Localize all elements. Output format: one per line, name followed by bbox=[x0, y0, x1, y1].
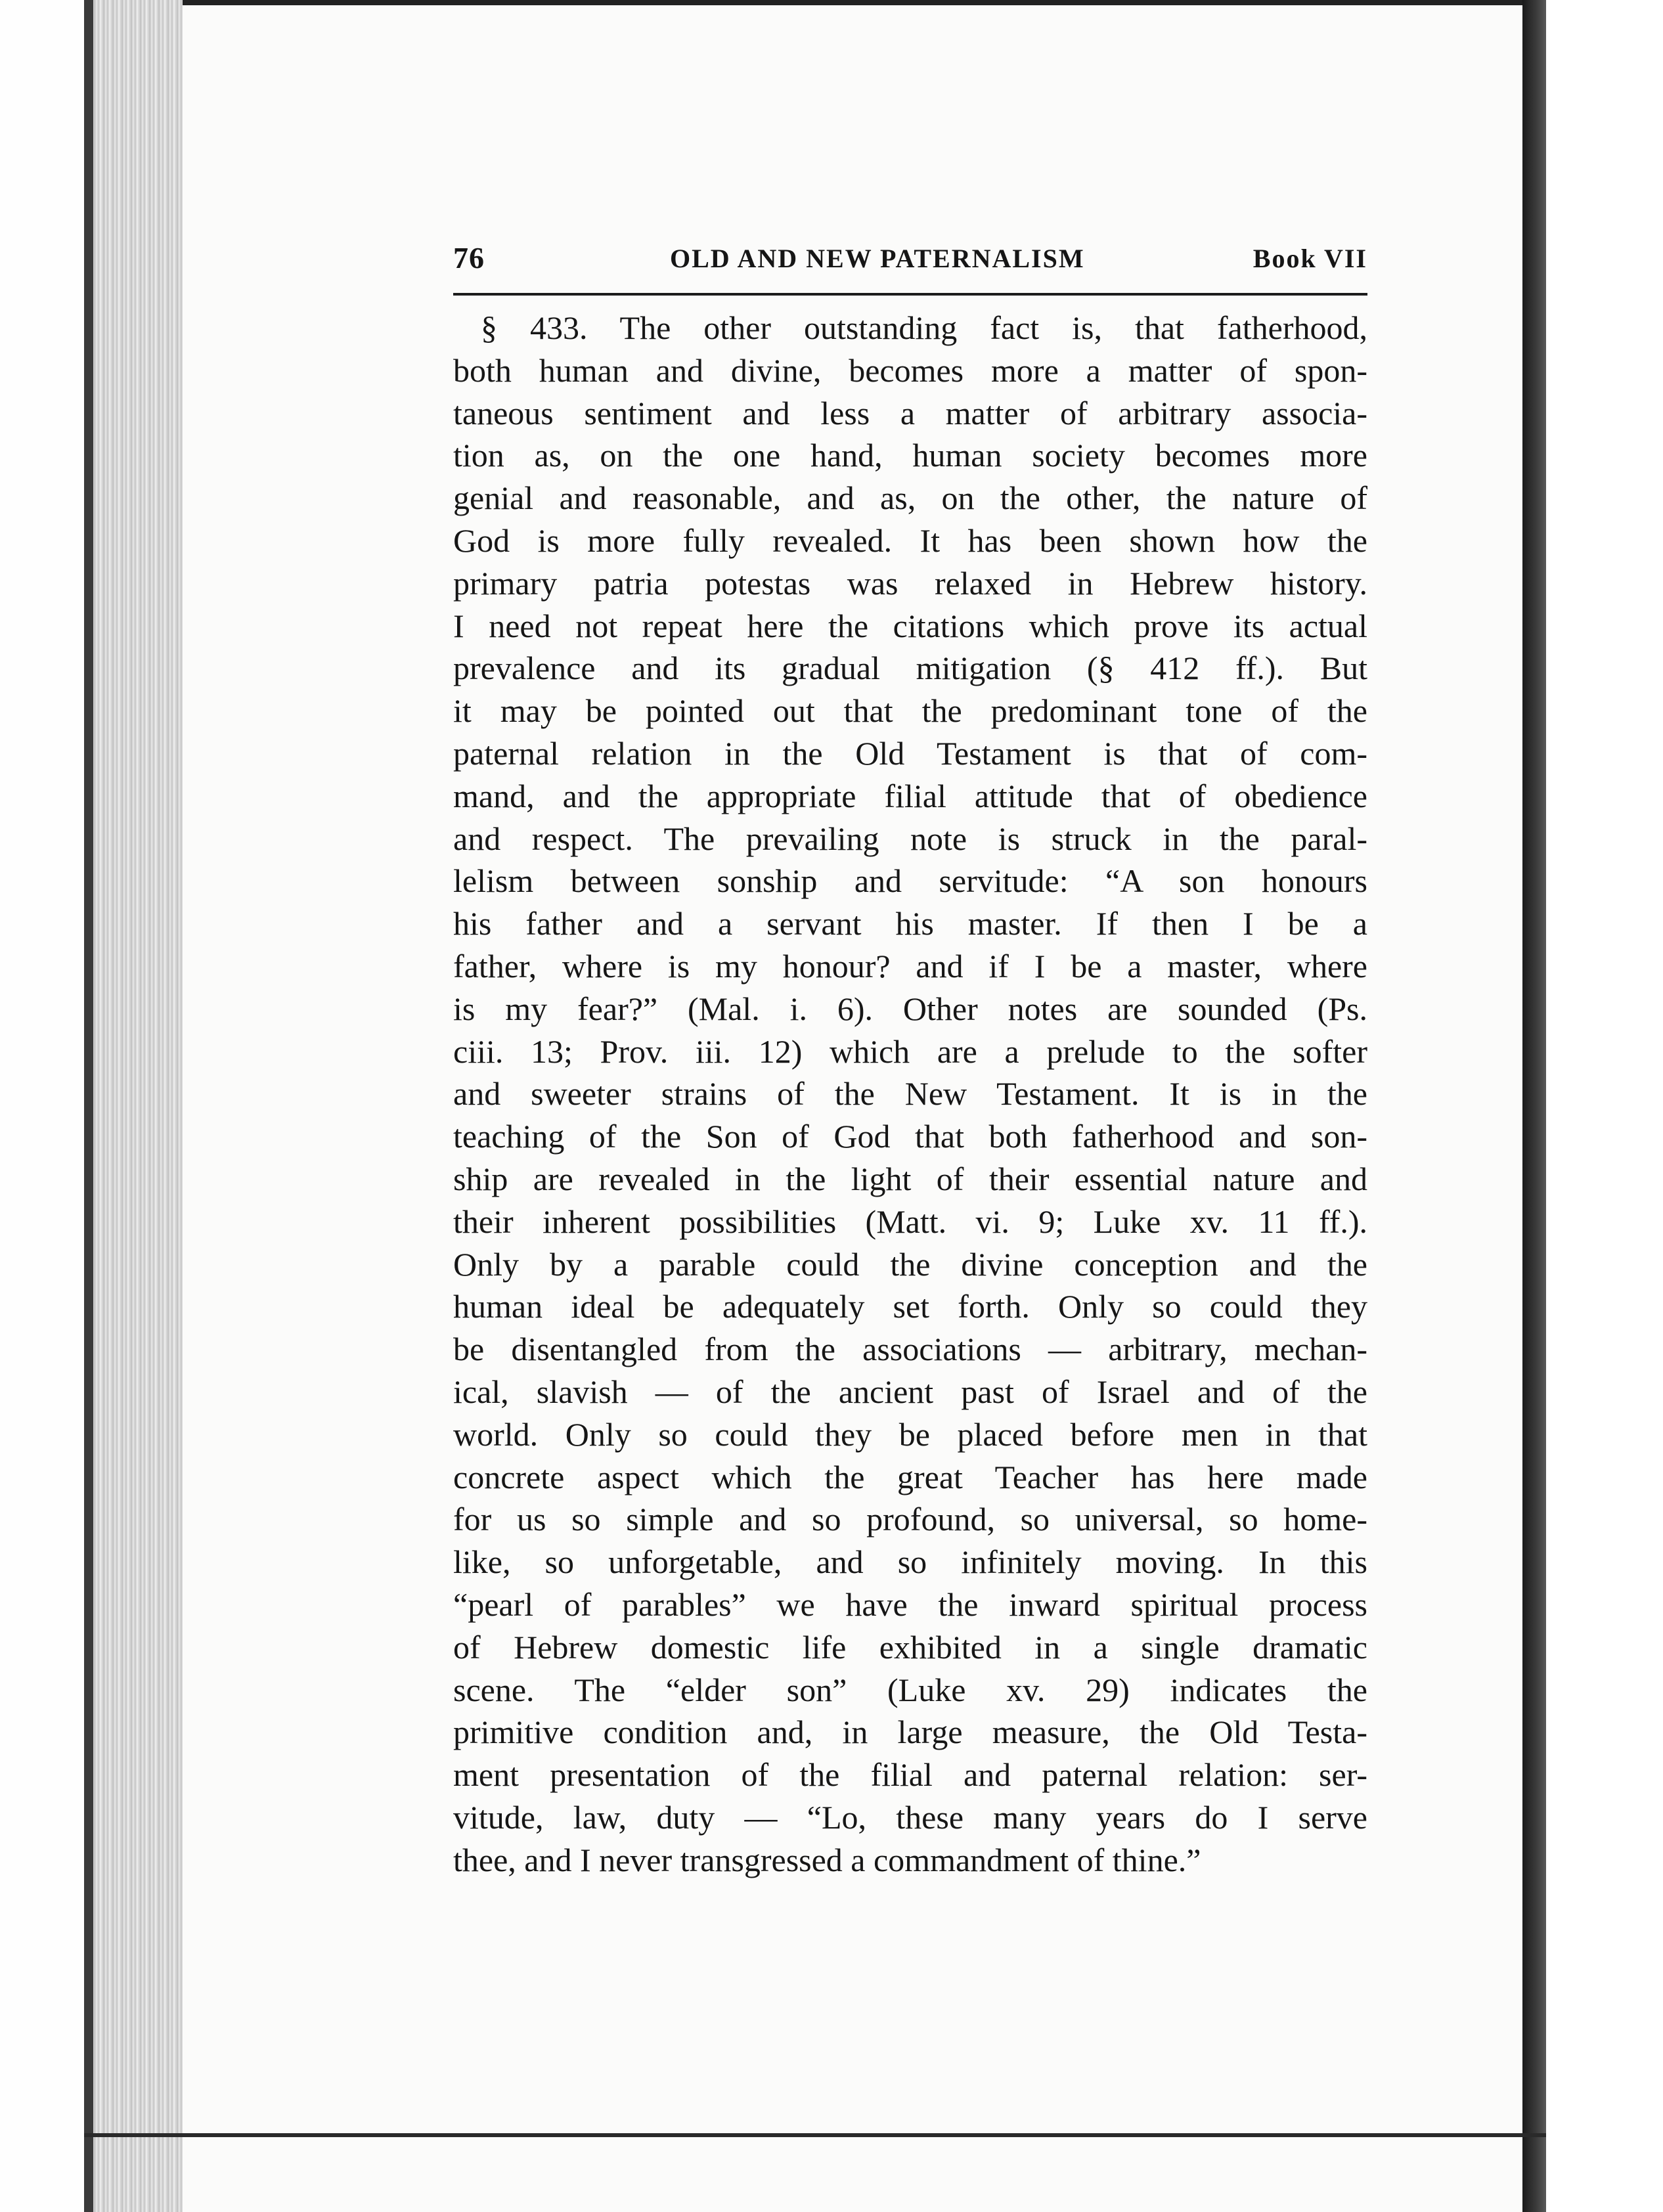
text-line: and respect. The prevailing note is struck in the paral- bbox=[453, 820, 1367, 857]
text-line: scene. The “elder son” (Luke xv. 29) indicates the bbox=[453, 1671, 1367, 1708]
text-line: it may be pointed out that the predominant tone of the bbox=[453, 692, 1367, 730]
text-line: God is more fully revealed. It has been shown how the bbox=[453, 521, 1367, 559]
running-title: OLD AND NEW PATERNALISM bbox=[670, 244, 1085, 273]
text-line: ical, slavish — of the ancient past of Israel and of the bbox=[453, 1373, 1367, 1410]
text-line: Only by a parable could the divine conception and the bbox=[453, 1245, 1367, 1283]
text-line: I need not repeat here the citations which prove its actual bbox=[453, 607, 1367, 644]
text-line: genial and reasonable, and as, on the other, the nature of bbox=[453, 479, 1367, 517]
body-paragraph bbox=[453, 307, 1367, 1881]
text-line: ship are revealed in the light of their essential nature and bbox=[453, 1160, 1367, 1197]
text-line: is my fear?” (Mal. i. 6). Other notes are sounded (Ps. bbox=[453, 990, 1367, 1027]
book-page-edges bbox=[84, 0, 183, 2212]
text-line: thee, and I never transgressed a commandment of thine.” bbox=[453, 1841, 1201, 1878]
header-rule bbox=[453, 293, 1367, 296]
text-line: ment presentation of the filial and paternal relation: ser- bbox=[453, 1756, 1367, 1794]
text-line: their inherent possibilities (Matt. vi. 9; Luke xv. 11 ff.). bbox=[453, 1203, 1367, 1240]
text-line: tion as, on the one hand, human society becomes more bbox=[453, 437, 1367, 474]
text-line: taneous sentiment and less a matter of arbitrary associa- bbox=[453, 394, 1367, 431]
page-number: 76 bbox=[453, 241, 485, 275]
right-margin bbox=[1546, 0, 1663, 2212]
book-label: Book VII bbox=[1253, 244, 1367, 273]
book-spine-shadow bbox=[84, 0, 93, 2212]
text-line: primary patria potestas was relaxed in Hebrew history. bbox=[453, 564, 1367, 602]
text-line: primitive condition and, in large measure, the Old Testa- bbox=[453, 1714, 1367, 1751]
text-line: lelism between sonship and servitude: “A son honours bbox=[453, 862, 1367, 900]
text-line: concrete aspect which the great Teacher has here made bbox=[453, 1458, 1367, 1495]
text-line: paternal relation in the Old Testament is that of com- bbox=[453, 734, 1367, 772]
text-line: and sweeter strains of the New Testament. It is in the bbox=[453, 1075, 1367, 1113]
text-line: like, so unforgetable, and so infinitely moving. In this bbox=[453, 1543, 1367, 1581]
text-line: world. Only so could they be placed before men in that bbox=[453, 1415, 1367, 1453]
text-line: both human and divine, becomes more a matter of spon- bbox=[453, 351, 1367, 389]
running-header bbox=[453, 240, 1367, 280]
text-line: be disentangled from the associations — arbitrary, mechan- bbox=[453, 1331, 1367, 1368]
bottom-scan-border bbox=[84, 2133, 1546, 2137]
text-line: prevalence and its gradual mitigation (§ 412 ff.). But bbox=[453, 650, 1367, 687]
text-line: father, where is my honour? and if I be a master, where bbox=[453, 947, 1367, 984]
page-top-border bbox=[183, 0, 1522, 5]
text-line: his father and a servant his master. If then I be a bbox=[453, 905, 1367, 942]
text-line: teaching of the Son of God that both fatherhood and son- bbox=[453, 1118, 1367, 1155]
text-line: § 433. The other outstanding fact is, that fatherhood, bbox=[481, 309, 1367, 346]
text-line: mand, and the appropriate filial attitude that of obedience bbox=[453, 777, 1367, 814]
right-scan-border bbox=[1522, 0, 1546, 2212]
text-line: ciii. 13; Prov. iii. 12) which are a prelude to the softer bbox=[453, 1032, 1367, 1070]
text-line: vitude, law, duty — “Lo, these many years do I serve bbox=[453, 1798, 1367, 1836]
text-line: “pearl of parables” we have the inward spiritual process bbox=[453, 1585, 1367, 1623]
text-line: for us so simple and so profound, so universal, so home- bbox=[453, 1501, 1367, 1538]
text-line: of Hebrew domestic life exhibited in a single dramatic bbox=[453, 1628, 1367, 1666]
text-line: human ideal be adequately set forth. Only so could they bbox=[453, 1288, 1367, 1325]
